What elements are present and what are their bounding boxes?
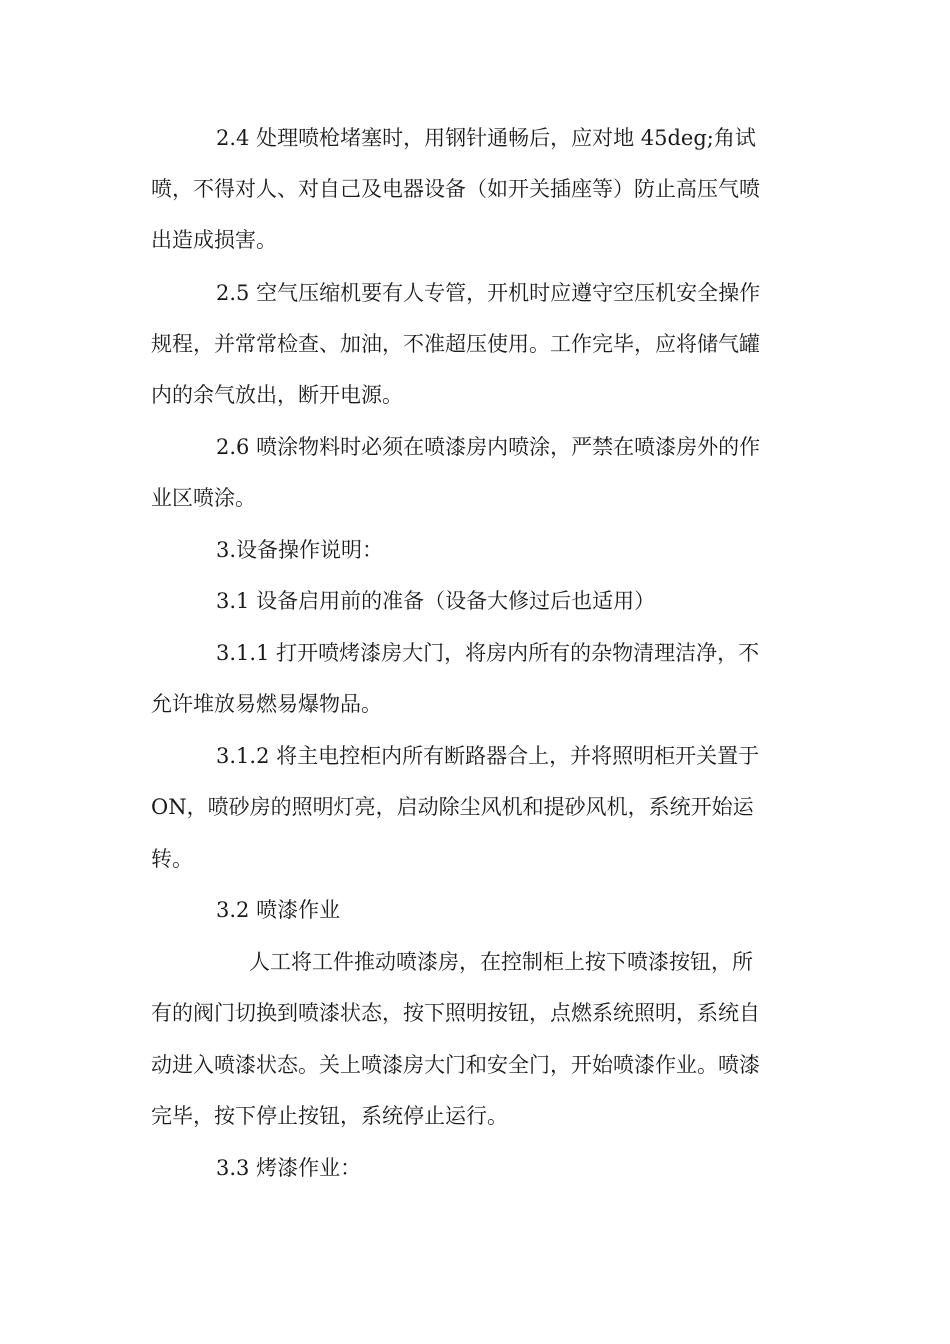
section-3-heading: 3.设备操作说明： (216, 538, 384, 562)
paragraph-2-5-line-2: 规程，并常常检查、加油，不准超压使用。工作完毕，应将储气罐 (151, 332, 760, 356)
paragraph-3-1-2-line-2: ON，喷砂房的照明灯亮，启动除尘风机和提砂风机，系统开始运 (151, 795, 754, 819)
paragraph-3-2-body-line-2: 有的阀门切换到喷漆状态，按下照明按钮，点燃系统照明，系统自 (151, 1001, 760, 1025)
section-3-2-heading: 3.2 喷漆作业 (216, 898, 341, 922)
paragraph-2-6-line-1: 2.6 喷涂物料时必须在喷漆房内喷涂，严禁在喷漆房外的作 (216, 435, 761, 459)
paragraph-2-4-line-2: 喷，不得对人、对自己及电器设备（如开关插座等）防止高压气喷 (151, 177, 760, 201)
paragraph-3-1-1-line-2: 允许堆放易燃易爆物品。 (151, 692, 382, 716)
paragraph-3-1-2-line-1: 3.1.2 将主电控柜内所有断路器合上，并将照明柜开关置于 (216, 744, 760, 768)
paragraph-3-2-body-line-3: 动进入喷漆状态。关上喷漆房大门和安全门，开始喷漆作业。喷漆 (151, 1053, 760, 1077)
paragraph-2-5-line-1: 2.5 空气压缩机要有人专管，开机时应遵守空压机安全操作 (216, 281, 761, 305)
section-3-3-heading: 3.3 烤漆作业： (216, 1156, 362, 1180)
paragraph-3-1-2-line-3: 转。 (151, 847, 193, 871)
paragraph-2-4-line-1: 2.4 处理喷枪堵塞时，用钢针通畅后，应对地 45deg;角试 (216, 126, 756, 150)
paragraph-3-1-1-line-1: 3.1.1 打开喷烤漆房大门，将房内所有的杂物清理洁净，不 (216, 641, 760, 665)
paragraph-2-6-line-2: 业区喷涂。 (151, 486, 256, 510)
paragraph-2-5-line-3: 内的余气放出，断开电源。 (151, 383, 403, 407)
section-3-1-heading: 3.1 设备启用前的准备（设备大修过后也适用） (216, 589, 656, 613)
paragraph-3-2-body-line-4: 完毕，按下停止按钮，系统停止运行。 (151, 1104, 508, 1128)
paragraph-2-4-line-3: 出造成损害。 (151, 228, 277, 252)
paragraph-3-2-body-line-1: 人工将工件推动喷漆房，在控制柜上按下喷漆按钮，所 (249, 950, 753, 974)
